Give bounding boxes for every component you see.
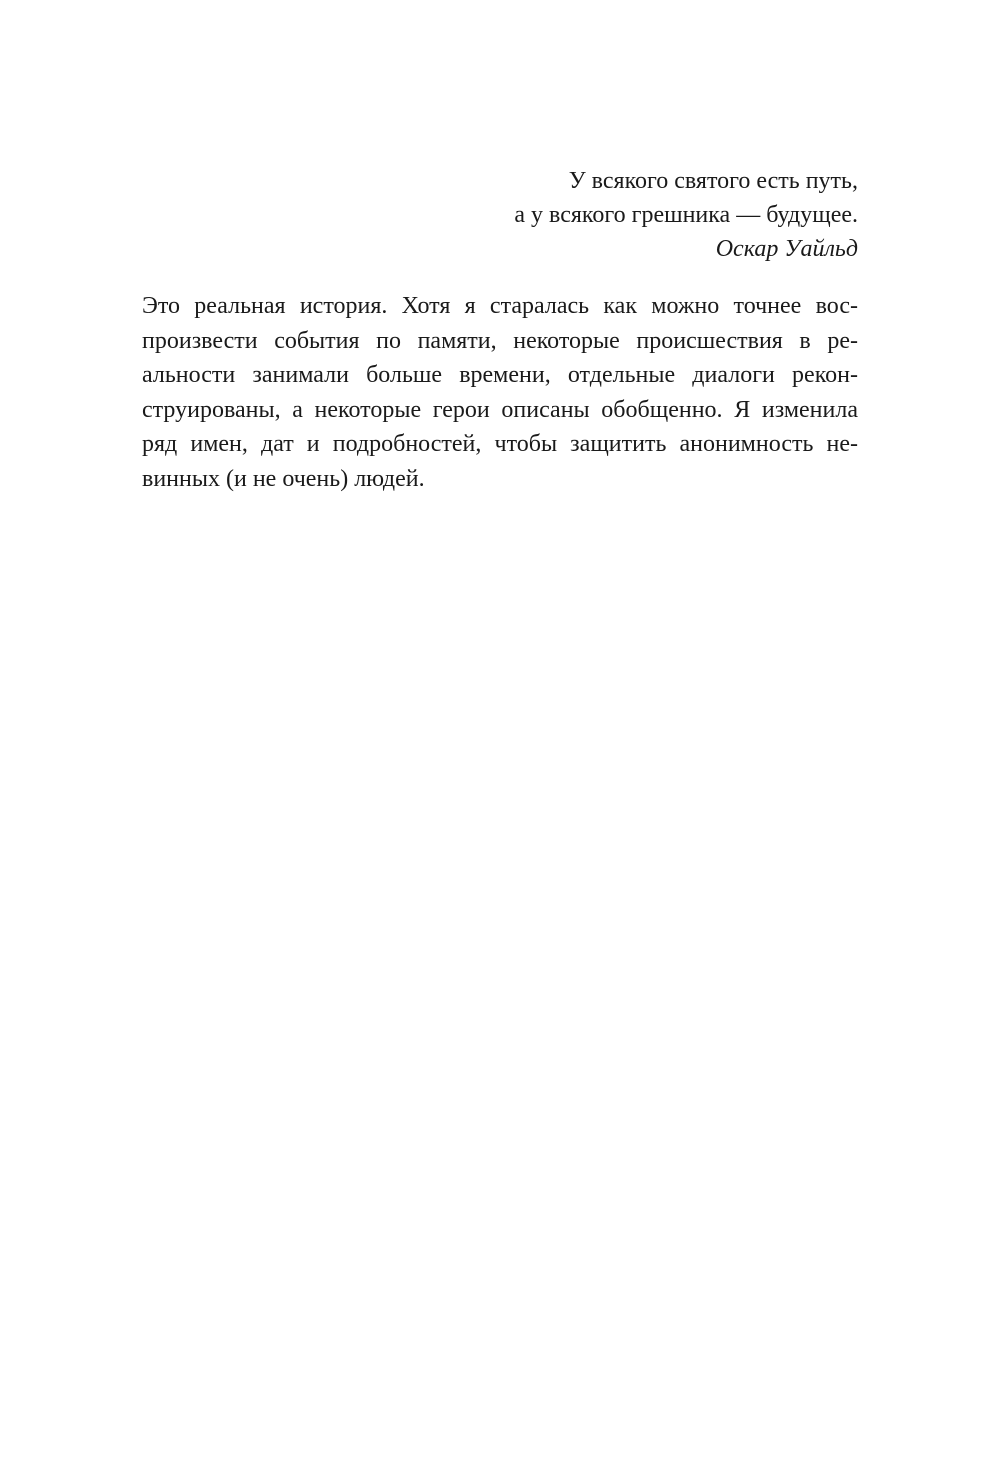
epigraph-line: а у всякого грешника — будущее. xyxy=(514,202,858,228)
paragraph-line: винных (и не очень) людей. xyxy=(142,465,425,492)
epigraph xyxy=(258,164,858,266)
paragraph-line: струированы, а некоторые герои описаны обобщенно. Я изменила xyxy=(142,396,858,423)
paragraph-line: Это реальная история. Хотя я старалась как можно точнее вос- xyxy=(142,293,858,319)
paragraph-line: произвести события по памяти, некоторые происшествия в ре- xyxy=(142,327,858,354)
paragraph-line: альности занимали больше времени, отдельные диалоги рекон- xyxy=(142,362,858,388)
epigraph-author: Оскар Уайльд xyxy=(715,236,858,262)
paragraph-line: ряд имен, дат и подробностей, чтобы защитить анонимность не- xyxy=(142,431,858,457)
epigraph-line: У всякого святого есть путь, xyxy=(568,168,858,194)
disclaimer-paragraph xyxy=(142,289,858,496)
